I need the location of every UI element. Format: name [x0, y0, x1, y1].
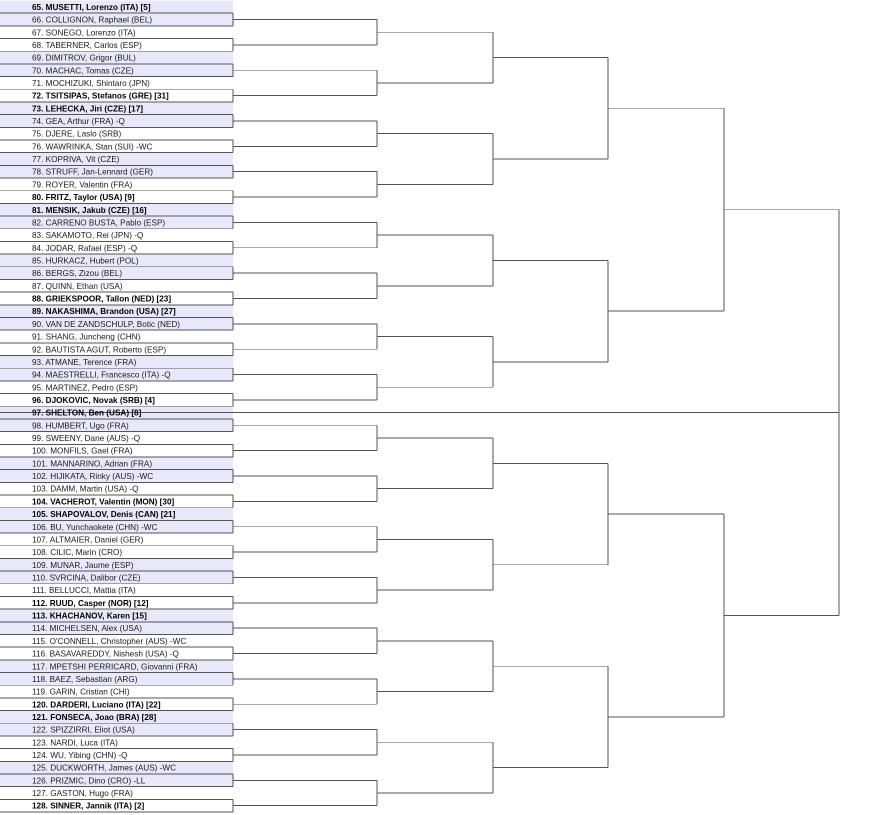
player-entry: 97. SHELTON, Ben (USA) [8] — [32, 408, 142, 418]
player-entry: 66. COLLIGNON, Raphael (BEL) — [32, 15, 153, 25]
player-entry: 88. GRIEKSPOOR, Tallon (NED) [23] — [32, 294, 172, 304]
player-entry: 77. KOPRIVA, Vit (CZE) — [32, 155, 120, 165]
player-entry: 116. BASAVAREDDY, Nishesh (USA) -Q — [32, 649, 179, 659]
player-entry: 81. MENSIK, Jakub (CZE) [16] — [32, 205, 147, 215]
player-entry: 100. MONFILS, Gael (FRA) — [32, 446, 133, 456]
player-entry: 84. JODAR, Rafael (ESP) -Q — [32, 243, 138, 253]
player-entry: 102. HIJIKATA, Rinky (AUS) -WC — [32, 472, 154, 482]
player-entry: 117. MPETSHI PERRICARD, Giovanni (FRA) — [32, 662, 198, 672]
player-entry: 95. MARTINEZ, Pedro (ESP) — [32, 383, 138, 393]
player-entry: 82. CARRENO BUSTA, Pablo (ESP) — [32, 218, 166, 228]
player-entry: 90. VAN DE ZANDSCHULP, Botic (NED) — [32, 319, 181, 329]
player-entry: 112. RUUD, Casper (NOR) [12] — [32, 598, 149, 608]
player-entry: 105. SHAPOVALOV, Denis (CAN) [21] — [32, 510, 176, 520]
player-entry: 85. HURKACZ, Hubert (POL) — [32, 256, 139, 266]
player-entry: 92. BAUTISTA AGUT, Roberto (ESP) — [32, 345, 167, 355]
player-entry: 110. SVRCINA, Dalibor (CZE) — [32, 573, 141, 583]
player-entry: 127. GASTON, Hugo (FRA) — [32, 789, 133, 799]
player-entry: 98. HUMBERT, Ugo (FRA) — [32, 421, 129, 431]
player-entry: 101. MANNARINO, Adrian (FRA) — [32, 459, 153, 469]
player-entry: 113. KHACHANOV, Karen [15] — [32, 611, 147, 621]
player-entry: 109. MUNAR, Jaume (ESP) — [32, 560, 134, 570]
player-entry: 78. STRUFF, Jan-Lennard (GER) — [32, 167, 154, 177]
player-entry: 74. GEA, Arthur (FRA) -Q — [32, 117, 125, 127]
player-entry: 104. VACHEROT, Valentin (MON) [30] — [32, 497, 175, 507]
player-entry: 126. PRIZMIC, Dino (CRO) -LL — [32, 776, 146, 786]
player-entry: 76. WAWRINKA, Stan (SUI) -WC — [32, 142, 153, 152]
player-entry: 65. MUSETTI, Lorenzo (ITA) [5] — [32, 2, 151, 12]
player-entry: 120. DARDERI, Luciano (ITA) [22] — [32, 700, 161, 710]
player-entry: 111. BELLUCCI, Mattia (ITA) — [32, 586, 136, 596]
player-entry: 93. ATMANE, Terence (FRA) — [32, 357, 137, 367]
player-entry: 86. BERGS, Zizou (BEL) — [32, 269, 123, 279]
player-entry: 83. SAKAMOTO, Rei (JPN) -Q — [32, 231, 144, 241]
player-entry: 75. DJERE, Laslo (SRB) — [32, 129, 122, 139]
player-entry: 69. DIMITROV, Grigor (BUL) — [32, 53, 136, 63]
player-entry: 96. DJOKOVIC, Novak (SRB) [4] — [32, 395, 155, 405]
player-entry: 103. DAMM, Martin (USA) -Q — [32, 484, 139, 494]
player-entry: 118. BAEZ, Sebastian (ARG) — [32, 674, 138, 684]
player-entry: 73. LEHECKA, Jiri (CZE) [17] — [32, 104, 144, 114]
player-entry: 72. TSITSIPAS, Stefanos (GRE) [31] — [32, 91, 169, 101]
player-entry: 123. NARDI, Luca (ITA) — [32, 738, 118, 748]
player-entry: 80. FRITZ, Taylor (USA) [9] — [32, 193, 135, 203]
player-entry: 91. SHANG, Juncheng (CHN) — [32, 332, 141, 342]
player-entry: 89. NAKASHIMA, Brandon (USA) [27] — [32, 307, 176, 317]
player-entry: 70. MACHAC, Tomas (CZE) — [32, 66, 134, 76]
player-entry: 87. QUINN, Ethan (USA) — [32, 281, 123, 291]
player-entry: 68. TABERNER, Carlos (ESP) — [32, 40, 142, 50]
player-entry: 106. BU, Yunchaokete (CHN) -WC — [32, 522, 158, 532]
player-entry: 71. MOCHIZUKI, Shintaro (JPN) — [32, 78, 150, 88]
player-entry: 125. DUCKWORTH, James (AUS) -WC — [32, 763, 177, 773]
player-entry: 122. SPIZZIRRI, Eliot (USA) — [32, 725, 135, 735]
player-entry: 121. FONSECA, Joao (BRA) [28] — [32, 712, 157, 722]
player-entry: 124. WU, Yibing (CHN) -Q — [32, 751, 128, 761]
player-entry: 114. MICHELSEN, Alex (USA) — [32, 624, 142, 634]
player-entry: 115. O'CONNELL, Christopher (AUS) -WC — [32, 636, 187, 646]
player-entry: 67. SONEGO, Lorenzo (ITA) — [32, 28, 136, 38]
player-entry: 99. SWEENY, Dane (AUS) -Q — [32, 434, 141, 444]
player-entry: 94. MAESTRELLI, Francesco (ITA) -Q — [32, 370, 171, 380]
player-entry: 128. SINNER, Jannik (ITA) [2] — [32, 801, 145, 811]
player-entry: 79. ROYER, Valentin (FRA) — [32, 180, 133, 190]
player-entry: 107. ALTMAIER, Daniel (GER) — [32, 535, 144, 545]
player-entry: 119. GARIN, Cristian (CHI) — [32, 687, 130, 697]
player-entry: 108. CILIC, Marin (CRO) — [32, 548, 123, 558]
